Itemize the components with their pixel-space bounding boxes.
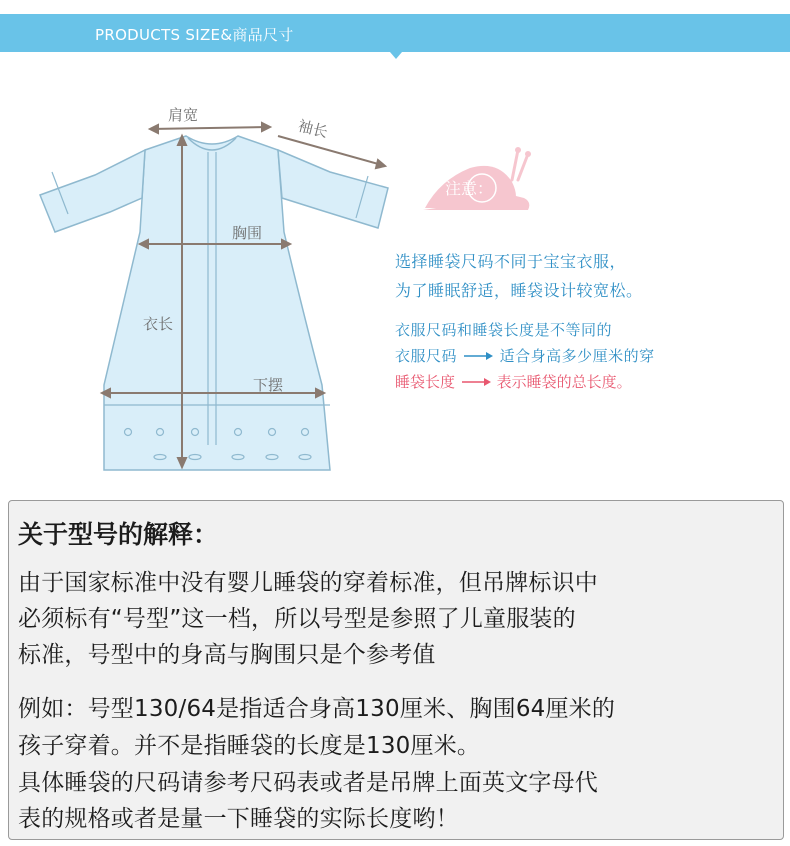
note-line-3: 衣服尺码和睡袋长度是不等同的 <box>395 321 613 339</box>
explanation-p2-line2: 孩子穿着。并不是指睡袋的长度是130厘米。 <box>18 733 481 759</box>
note-line-4 <box>395 345 655 366</box>
explanation-p1-line1: 由于国家标准中没有婴儿睡袋的穿着标准，但吊牌标识中 <box>18 570 598 596</box>
hem-label: 下摆 <box>253 376 284 394</box>
banner-notch <box>390 52 402 59</box>
shoulder-measure-line <box>150 127 268 129</box>
sleeve-length-label: 袖长 <box>296 116 330 142</box>
garment-left-sleeve <box>40 150 145 232</box>
sack-length-meaning: 表示睡袋的总长度。 <box>496 373 632 391</box>
explanation-p2-line1: 例如：号型130/64是指适合身高130厘米、胸围64厘米的 <box>18 696 616 722</box>
clothing-size-text: 衣服尺码 <box>395 347 458 365</box>
shoulder-width-label: 肩宽 <box>168 106 199 124</box>
sack-length-text: 睡袋长度 <box>395 373 456 391</box>
explanation-p1-line3: 标准，号型中的身高与胸围只是个参考值 <box>18 642 436 668</box>
garment-length-label: 衣长 <box>143 315 174 333</box>
note-line-5 <box>395 371 632 392</box>
clothing-size-meaning: 适合身高多少厘米的穿 <box>499 347 655 365</box>
chest-label: 胸围 <box>232 224 263 242</box>
arrow-right-icon <box>462 351 494 361</box>
explanation-p1-line2: 必须标有“号型”这一档，所以号型是参照了儿童服装的 <box>18 606 576 632</box>
banner-title: PRODUCTS SIZE&商品尺寸 <box>95 26 294 44</box>
arrow-right-icon <box>460 377 492 387</box>
note-line-2: 为了睡眠舒适，睡袋设计较宽松。 <box>395 281 643 300</box>
explanation-p2-line4: 表的规格或者是量一下睡袋的实际长度哟！ <box>18 806 459 832</box>
note-label: 注意： <box>445 179 494 198</box>
sleep-sack-diagram <box>0 60 400 480</box>
note-line-1: 选择睡袋尺码不同于宝宝衣服， <box>395 252 627 271</box>
explanation-heading: 关于型号的解释： <box>18 520 219 549</box>
explanation-p2-line3: 具体睡袋的尺码请参考尺码表或者是吊牌上面英文字母代 <box>18 770 598 796</box>
